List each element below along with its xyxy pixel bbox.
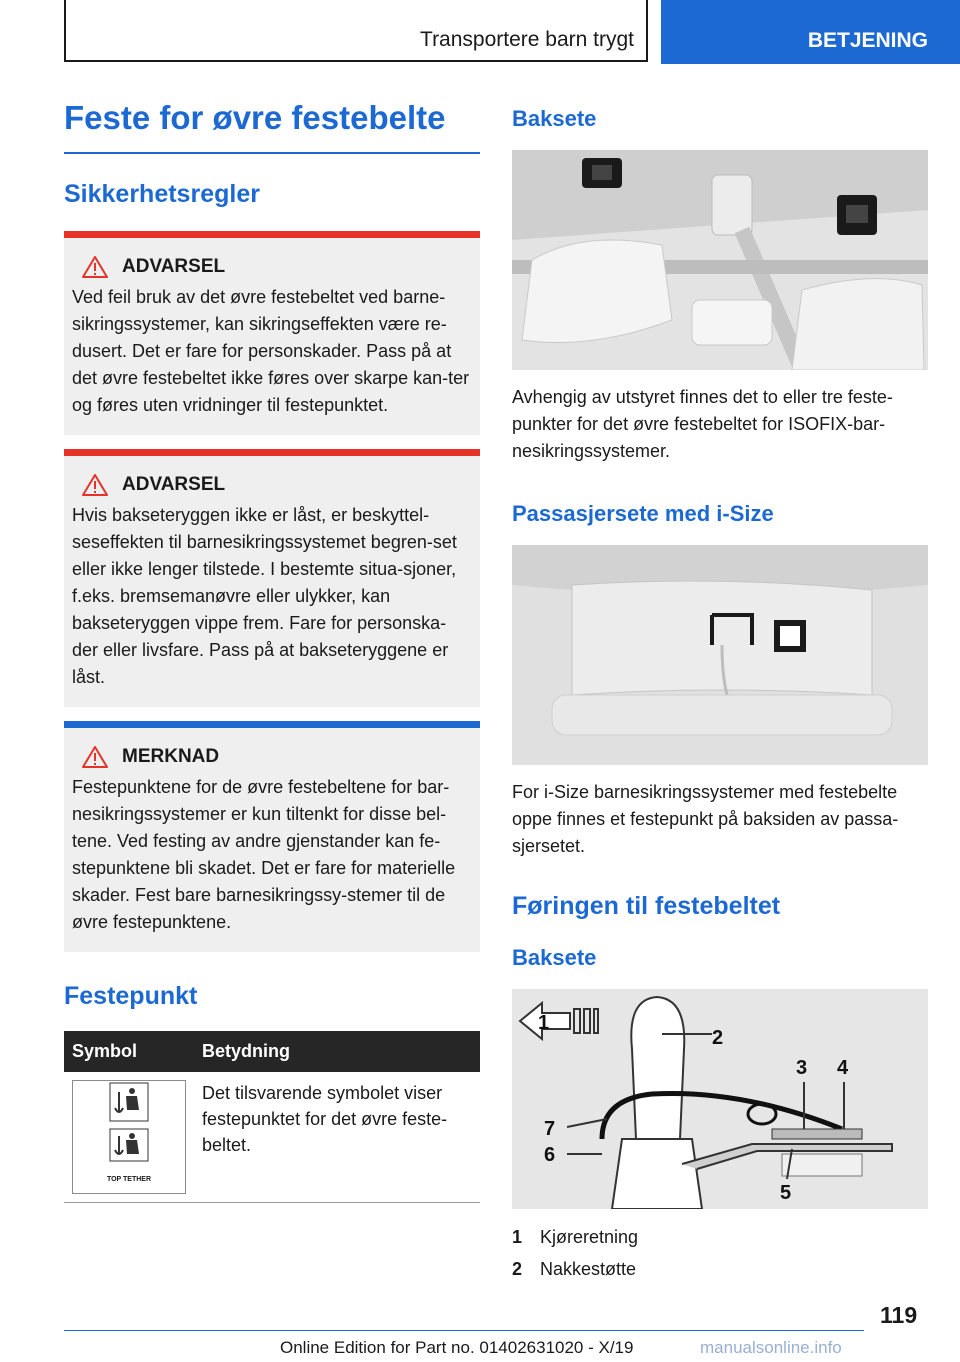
table-cell-meaning: Det tilsvarende symbolet viser festepunktet for det øvre feste-beltet. xyxy=(202,1083,448,1156)
rear-seat-anchor-illustration xyxy=(512,150,928,370)
top-tether-label: TOP TETHER xyxy=(106,1175,152,1183)
section-title: BETJENING xyxy=(807,29,928,52)
warning-triangle-icon xyxy=(82,256,108,278)
table-row xyxy=(64,1072,480,1203)
symbol-box xyxy=(72,1080,186,1194)
routing-diagram xyxy=(512,989,928,1209)
diagram-label: 4 xyxy=(837,1057,849,1079)
chapter-title: Transportere barn trygt xyxy=(420,28,634,51)
passenger-seat-anchor-illustration xyxy=(512,545,928,765)
left-column xyxy=(64,100,480,1203)
heading-passenger-seat: Passasjersete med i-Size xyxy=(512,501,774,526)
warning-text: Hvis bakseteryggen ikke er låst, er beskyttel-seseffekten til barnesikringssystemet begren-set eller ikke lenger tilstede. I bestemte situa-sjoner, f.eks. bremsemanøvre eller ulykker, kan bakseteryggen vippe frem. Fare for personska-der eller livsfare. Pass på at bakseteryggene er låst. xyxy=(72,505,457,688)
table-header-meaning: Betydning xyxy=(194,1031,480,1072)
diagram-label: 7 xyxy=(544,1118,556,1140)
footer-divider xyxy=(64,1330,864,1331)
child-seat-anchor-icon xyxy=(109,1082,149,1122)
page-header xyxy=(0,0,960,66)
notice-box xyxy=(64,721,480,952)
heading-routing: Føringen til festebeltet xyxy=(512,892,781,920)
diagram-label: 5 xyxy=(780,1182,792,1204)
warning-box-2 xyxy=(64,449,480,707)
chapter-tab xyxy=(64,0,648,62)
section-tab xyxy=(661,0,960,64)
top-tether-icon xyxy=(109,1128,149,1162)
list-item xyxy=(512,1253,928,1285)
list-item xyxy=(512,1221,928,1253)
legend-text: Nakkestøtte xyxy=(540,1259,637,1279)
diagram-label: 1 xyxy=(538,1012,550,1034)
heading-rear-seat: Baksete xyxy=(512,106,597,131)
notice-text: Festepunktene for de øvre festebeltene for bar-nesikringssystemer er kun tiltenkt for disse bel-tene. Ved festing av andre gjenstander kan fe-stepunktene bli skadet. Det er fare for materielle skader. Fest bare barnesikringssy-stemer til de øvre festepunktene. xyxy=(72,777,456,933)
legend-text: Kjøreretning xyxy=(540,1227,639,1247)
heading-anchor: Festepunkt xyxy=(64,982,198,1011)
symbol-table xyxy=(64,1031,480,1203)
warning-triangle-icon xyxy=(82,474,108,496)
right-column xyxy=(512,100,928,1285)
rear-seat-photo xyxy=(512,150,928,370)
edition-text: Online Edition for Part no. 01402631020 - X/19 xyxy=(280,1338,634,1357)
warning-text: Ved feil bruk av det øvre festebeltet ved barne-sikringssystemer, kan sikringseffekten være re-dusert. Det er fare for personskader. Pass på at det øvre festebeltet ikke føres over skarpe kan-ter og føres uten vridninger til festepunktet. xyxy=(72,287,470,416)
page-title: Feste for øvre festebelte xyxy=(64,100,480,154)
table-header-symbol: Symbol xyxy=(64,1031,194,1072)
legend-number: 1 xyxy=(512,1227,523,1247)
heading-rear-seat-2: Baksete xyxy=(512,945,597,970)
rear-seat-text: Avhengig av utstyret finnes det to eller tre feste-punkter for det øvre festebeltet for ISOFIX-bar-nesikringssystemer. xyxy=(512,387,893,461)
watermark-text: manualsonline.info xyxy=(700,1338,842,1357)
warning-box-1 xyxy=(64,231,480,435)
warning-label: ADVARSEL xyxy=(122,474,226,496)
legend-number: 2 xyxy=(512,1259,523,1279)
heading-safety: Sikkerhetsregler xyxy=(64,180,260,209)
diagram-label: 2 xyxy=(712,1027,724,1049)
warning-label: ADVARSEL xyxy=(122,256,226,278)
tether-routing-diagram xyxy=(512,989,928,1209)
diagram-label: 6 xyxy=(544,1144,556,1166)
diagram-label: 3 xyxy=(796,1057,808,1079)
page-number: 119 xyxy=(880,1302,918,1328)
passenger-seat-photo xyxy=(512,545,928,765)
passenger-seat-text: For i-Size barnesikringssystemer med festebelte oppe finnes et festepunkt på baksiden av passa-sjersetet. xyxy=(512,782,899,856)
legend-list xyxy=(512,1221,928,1285)
warning-triangle-icon xyxy=(82,746,108,768)
notice-label: MERKNAD xyxy=(122,746,220,768)
